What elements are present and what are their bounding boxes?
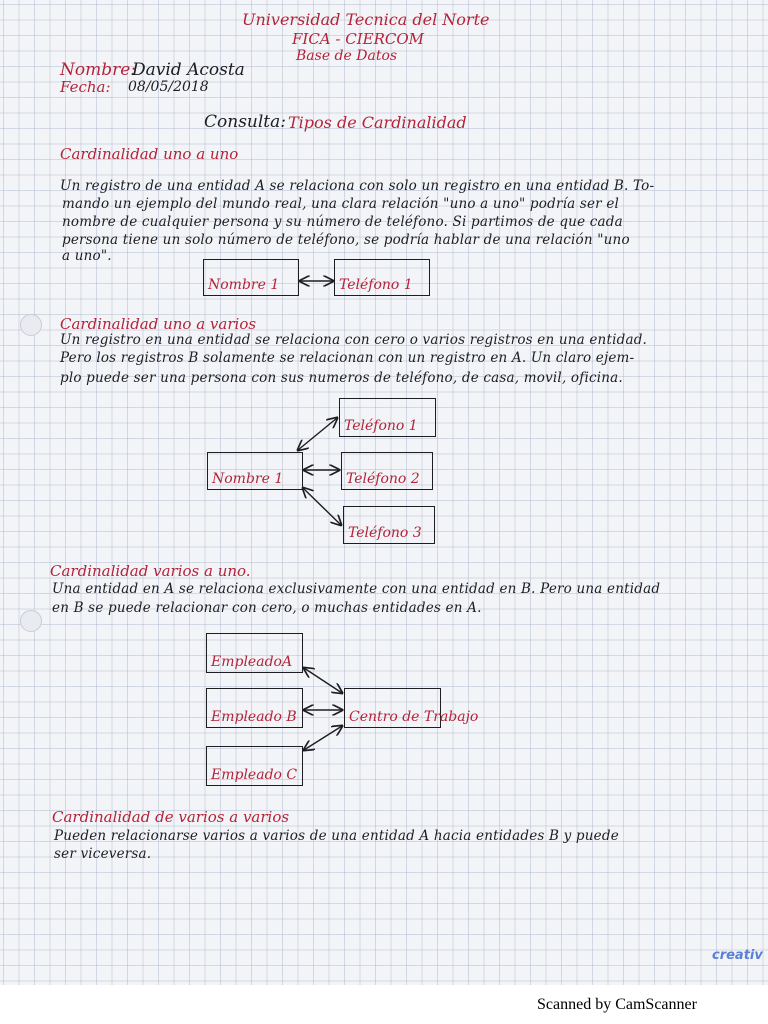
- entity-box-telefono-1: [334, 259, 430, 296]
- entity-label: Centro de Trabajo: [349, 709, 479, 725]
- entity-label: Empleado C: [211, 767, 298, 783]
- date-label: Fecha:: [60, 78, 111, 96]
- arrow-nombre-telefono-3: [303, 488, 341, 525]
- entity-label: Teléfono 1: [344, 418, 418, 434]
- entity-box-telefono-3: [343, 506, 435, 544]
- scanner-footer: Scanned by CamScanner: [537, 996, 697, 1013]
- entity-label: Teléfono 3: [348, 525, 422, 541]
- binder-hole: [20, 314, 42, 336]
- paragraph-line: en B se puede relacionar con cero, o muchas entidades en A.: [52, 600, 482, 616]
- page-title: Tipos de Cardinalidad: [288, 113, 467, 132]
- entity-box-telefono-1: [339, 398, 436, 437]
- entity-label: Empleado B: [211, 709, 297, 725]
- paragraph-line: persona tiene un solo número de teléfono, se podría hablar de una relación "uno: [62, 232, 630, 248]
- faculty-name: FICA - CIERCOM: [292, 30, 425, 48]
- entity-box-nombre-1: [207, 452, 303, 490]
- binder-hole: [20, 610, 42, 632]
- entity-label: EmpleadoA: [211, 654, 293, 670]
- entity-label: Nombre 1: [208, 277, 280, 293]
- entity-box-empleado-a: [206, 633, 303, 673]
- date-value: 08/05/2018: [128, 79, 209, 95]
- section-heading-many-to-one: Cardinalidad varios a uno.: [50, 562, 251, 580]
- entity-box-empleado-c: [206, 746, 303, 786]
- section-heading-one-to-one: Cardinalidad uno a uno: [60, 145, 239, 163]
- paragraph-line: Pueden relacionarse varios a varios de una entidad A hacia entidades B y puede: [54, 828, 619, 844]
- entity-box-nombre-1: [203, 259, 299, 296]
- paragraph-line: Pero los registros B solamente se relacionan con un registro en A. Un claro ejem-: [60, 350, 635, 366]
- paragraph-line: plo puede ser una persona con sus numeros de teléfono, de casa, movil, oficina.: [60, 370, 623, 386]
- entity-box-telefono-2: [341, 452, 433, 490]
- section-heading-one-to-many: Cardinalidad uno a varios: [60, 315, 257, 333]
- paragraph-line: nombre de cualquier persona y su número de teléfono. Si partimos de que cada: [62, 214, 623, 230]
- title-label: Consulta:: [204, 112, 286, 132]
- arrow-empleado-a-centro: [304, 668, 342, 693]
- paragraph-line: Un registro en una entidad se relaciona con cero o varios registros en una entidad.: [60, 332, 648, 348]
- arrow-empleado-c-centro: [304, 726, 342, 750]
- paragraph-line: ser viceversa.: [54, 846, 152, 862]
- entity-box-centro-de-trabajo: [344, 688, 479, 728]
- entity-label: Teléfono 1: [339, 277, 413, 293]
- university-name: Universidad Tecnica del Norte: [242, 10, 490, 29]
- subject-name: Base de Datos: [296, 48, 398, 64]
- section-heading-many-to-many: Cardinalidad de varios a varios: [52, 808, 290, 826]
- paragraph-line: a uno".: [62, 248, 112, 264]
- paragraph-line: Una entidad en A se relaciona exclusivamente con una entidad en B. Pero una entidad: [52, 581, 661, 597]
- entity-box-empleado-b: [206, 688, 303, 728]
- paragraph-line: Un registro de una entidad A se relaciona con solo un registro en una entidad B. To-: [60, 178, 655, 194]
- student-name: David Acosta: [132, 60, 245, 80]
- watermark-logo: creativ: [712, 948, 763, 963]
- paragraph-line: mando un ejemplo del mundo real, una clara relación "uno a uno" podría ser el: [62, 196, 620, 212]
- arrow-nombre-telefono-1: [298, 418, 337, 450]
- entity-label: Teléfono 2: [346, 471, 420, 487]
- entity-label: Nombre 1: [212, 471, 284, 487]
- name-label: Nombre:: [60, 60, 137, 80]
